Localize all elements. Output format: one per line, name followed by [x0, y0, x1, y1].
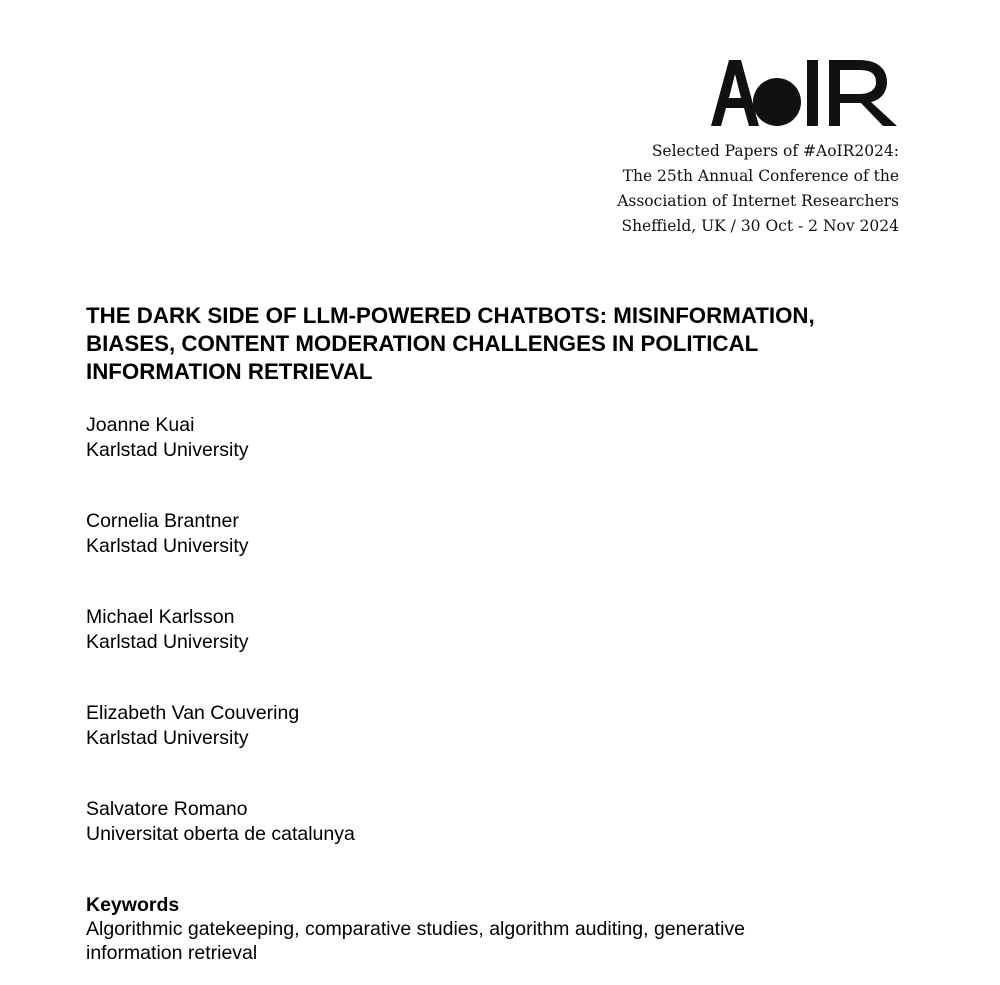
- author-name: Michael Karlsson: [86, 606, 235, 628]
- author-affiliation: Karlstad University: [86, 631, 249, 653]
- conference-line: The 25th Annual Conference of the: [622, 167, 899, 185]
- title-line: THE DARK SIDE OF LLM-POWERED CHATBOTS: MISINFORMATION,: [86, 303, 815, 328]
- author-name: Elizabeth Van Couvering: [86, 702, 300, 724]
- logo-letter-o: [753, 78, 801, 126]
- author-name: Salvatore Romano: [86, 798, 248, 820]
- keywords-text: Algorithmic gatekeeping, comparative studies, algorithm auditing, generative information retrieval: [86, 918, 746, 964]
- conference-line: Sheffield, UK / 30 Oct - 2 Nov 2024: [621, 217, 899, 235]
- author-name: Cornelia Brantner: [86, 510, 239, 532]
- title-line: BIASES, CONTENT MODERATION CHALLENGES IN POLITICAL: [86, 331, 759, 356]
- author-affiliation: Karlstad University: [86, 535, 249, 557]
- author-block: [86, 605, 355, 701]
- title-line: INFORMATION RETRIEVAL: [86, 359, 373, 384]
- logo-letter-i: [807, 60, 818, 126]
- author-block: [86, 797, 355, 893]
- author-block: [86, 509, 355, 605]
- author-affiliation: Universitat oberta de catalunya: [86, 823, 355, 845]
- author-name: Joanne Kuai: [86, 414, 195, 436]
- logo-letter-r: [829, 60, 897, 126]
- aoir-logo: [711, 58, 899, 128]
- author-affiliation: Karlstad University: [86, 439, 249, 461]
- conference-line: Selected Papers of #AoIR2024:: [651, 142, 899, 160]
- author-list: [86, 413, 355, 893]
- keywords-heading: Keywords: [86, 894, 180, 916]
- paper-title: [86, 302, 916, 386]
- conference-info: [479, 139, 899, 239]
- author-block: [86, 413, 355, 509]
- author-affiliation: Karlstad University: [86, 727, 249, 749]
- author-block: [86, 701, 355, 797]
- conference-line: Association of Internet Researchers: [617, 192, 899, 210]
- keywords-section: [86, 893, 846, 965]
